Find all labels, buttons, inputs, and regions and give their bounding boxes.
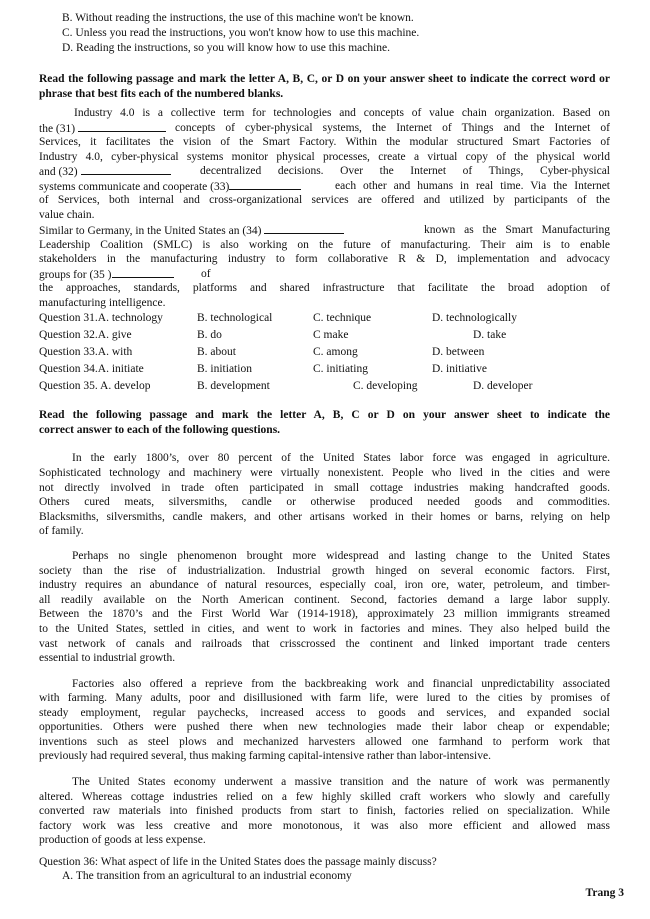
- cloze-p2-line4b: of: [201, 268, 211, 280]
- q35-c: C. developing: [353, 380, 418, 392]
- q35-a: Question 35. A. develop: [39, 380, 151, 392]
- reading-p2-line3: industry requires an abundance of natural resources, especially coal, iron ore, water, petroleum, and timber-: [39, 579, 610, 591]
- cloze-p2-line6: manufacturing intelligence.: [39, 297, 166, 309]
- reading-p3-line4: opportunities. Others were pushed there when new technologies made their labor cheap or expendable;: [39, 721, 610, 733]
- q32-b: B. do: [197, 329, 222, 341]
- q32-a: Question 32.A. give: [39, 329, 132, 341]
- q32-c: C make: [313, 329, 349, 341]
- q34-c: C. initiating: [313, 363, 368, 375]
- reading-p1-line6: of family.: [39, 525, 84, 537]
- reading-p2-line7: vast network of canals and railroads that crisscrossed the continent and linked important trade centers: [39, 638, 610, 650]
- cloze-p1-line5a: and (32): [39, 166, 78, 178]
- reading-p3-line5: inventions such as steel plows and mechanized harvesters allowed one farmhand to perform work that: [39, 736, 610, 748]
- q34-a: Question 34.A. initiate: [39, 363, 144, 375]
- cloze-p1-line4: Industry 4.0, cyber-physical systems monitor physical processes, create a virtual copy of the physical world: [39, 151, 610, 163]
- cloze-p1-line2b: concepts of cyber-physical systems, the Internet of Things and the Internet of: [175, 122, 610, 134]
- reading-p4-line5: production of goods at less expense.: [39, 834, 206, 846]
- cloze-p1-line6b: each other and humans in real time. Via the Internet: [335, 180, 610, 192]
- cloze-p1-line7: of Services, both internal and cross-organizational services are offered and utilized by participants of the: [39, 194, 610, 206]
- cloze-p1-line8: value chain.: [39, 209, 95, 221]
- blank-35: [112, 267, 174, 278]
- blank-31: [78, 121, 166, 132]
- q33-a: Question 33.A. with: [39, 346, 133, 358]
- cloze-p2-line5: the approaches, standards, platforms and shared infrastructure that facilitate the broad adoption of: [39, 282, 610, 294]
- q31-d: D. technologically: [432, 312, 517, 324]
- cloze-p1-line1: Industry 4.0 is a collective term for technologies and concepts of value chain organization. Based on: [74, 107, 610, 119]
- reading-p1-line1: In the early 1800’s, over 80 percent of the United States labor force was engaged in agriculture.: [72, 452, 610, 464]
- cloze-p2-line2: Leadership Coalition (SMLC) is also working on the future of manufacturing. Their aim is to enable: [39, 239, 610, 251]
- q36-option-a: A. The transition from an agricultural to an industrial economy: [62, 870, 352, 882]
- blank-34: [264, 223, 344, 234]
- q34-b: B. initiation: [197, 363, 252, 375]
- cloze-p2-line1b: known as the Smart Manufacturing: [424, 224, 610, 236]
- reading-instruction-line1: Read the following passage and mark the letter A, B, C or D on your answer sheet to indicate the: [39, 409, 610, 421]
- cloze-p1-line6a: systems communicate and cooperate (33): [39, 181, 230, 193]
- page-number: Trang 3: [585, 887, 624, 899]
- cloze-p1-line3: Services, it facilitates the vision of the Smart Factory. Within the modular structured Smart Factories of: [39, 136, 610, 148]
- q35-b: B. development: [197, 380, 270, 392]
- reading-p2-line4: all readily available on the North American continent. Second, factories demand a large labor supply.: [39, 594, 610, 606]
- blank-33: [229, 179, 301, 190]
- reading-p1-line3: not directly involved in trade often participated in small cottage industries making handcrafted goods.: [39, 482, 610, 494]
- reading-p4-line3: converted raw materials into finished products from start to finish, factories relied on specialization. While: [39, 805, 610, 817]
- q31-a: Question 31.A. technology: [39, 312, 163, 324]
- cloze-p2-line1: [39, 223, 610, 239]
- cloze-p2-line1a: Similar to Germany, in the United States an (34): [39, 225, 262, 237]
- q35-d: D. developer: [473, 380, 533, 392]
- blank-32: [81, 164, 171, 175]
- reading-p1-line2: Sophisticated technology and machinery were virtually nonexistent. People who lived in the cities and were: [39, 467, 610, 479]
- reading-p2-line8: essential to industrial growth.: [39, 652, 176, 664]
- q34-d: D. initiative: [432, 363, 487, 375]
- reading-p2-line1: Perhaps no single phenomenon brought more widespread and lasting change to the United States: [72, 550, 610, 562]
- reading-p4-line4: factory work was less creative and more monotonous, it was also more efficient and allowed mass: [39, 820, 610, 832]
- reading-p3-line2: with farming. Many adults, poor and disillusioned with farm life, were lured to the cities by promises of: [39, 692, 610, 704]
- cloze-p1-line5b: decentralized decisions. Over the Internet of Things, Cyber-physical: [200, 165, 610, 177]
- reading-instruction-line2: correct answer to each of the following questions.: [39, 424, 281, 436]
- reading-p2-line5: Between the 1870’s and the First World War (1914-1918), approximately 23 million immigrants streamed: [39, 608, 610, 620]
- reading-p4-line2: altered. Whereas cottage industries relied on a few highly skilled craft workers who slowly and carefully: [39, 791, 610, 803]
- cloze-p1-line2a: the (31): [39, 123, 76, 135]
- q33-b: B. about: [197, 346, 236, 358]
- option-d: D. Reading the instructions, so you will know how to use this machine.: [62, 42, 391, 54]
- reading-p2-line6: to the United States, settled in cities, and went to work in factories and mines. They also helped build the: [39, 623, 610, 635]
- reading-p3-line3: steady employment, regular paychecks, increased access to goods and services, and expanded social: [39, 707, 610, 719]
- cloze-p1-line5: [39, 164, 610, 180]
- question-36: Question 36: What aspect of life in the United States does the passage mainly discuss?: [39, 856, 437, 868]
- reading-p1-line5: Blacksmiths, silversmiths, candle makers, and other artisans worked in their homes or barns, relying on help: [39, 511, 610, 523]
- cloze-instruction: Read the following passage and mark the letter A, B, C, or D on your answer sheet to indicate the correct word or phrase that best fits each of the numbered blanks.: [39, 73, 610, 100]
- cloze-p2-line4a: groups for (35 ): [39, 269, 112, 281]
- option-c: C. Unless you read the instructions, you won't know how to use this machine.: [62, 27, 420, 39]
- cloze-p2-line3: stakeholders in the manufacturing industry to form collaborative R & D, implementation and advocacy: [39, 253, 610, 265]
- reading-p3-line6: previously had required several, thus making farming capital-intensive rather than labor-intensive.: [39, 750, 491, 762]
- q33-c: C. among: [313, 346, 358, 358]
- q31-c: C. technique: [313, 312, 372, 324]
- reading-p4-line1: The United States economy underwent a massive transition and the nature of work was permanently: [72, 776, 610, 788]
- option-b: B. Without reading the instructions, the use of this machine won't be known.: [62, 12, 414, 24]
- q33-d: D. between: [432, 346, 485, 358]
- q32-d: D. take: [473, 329, 507, 341]
- reading-p2-line2: society than the rise of industrialization. Industrial growth hinged on several economic factors. First,: [39, 565, 610, 577]
- q31-b: B. technological: [197, 312, 273, 324]
- reading-p3-line1: Factories also offered a reprieve from the backbreaking work and financial unpredictability associated: [72, 678, 610, 690]
- reading-p1-line4: Others cured meats, silversmiths, candle or otherwise produced needed goods and commodities.: [39, 496, 610, 508]
